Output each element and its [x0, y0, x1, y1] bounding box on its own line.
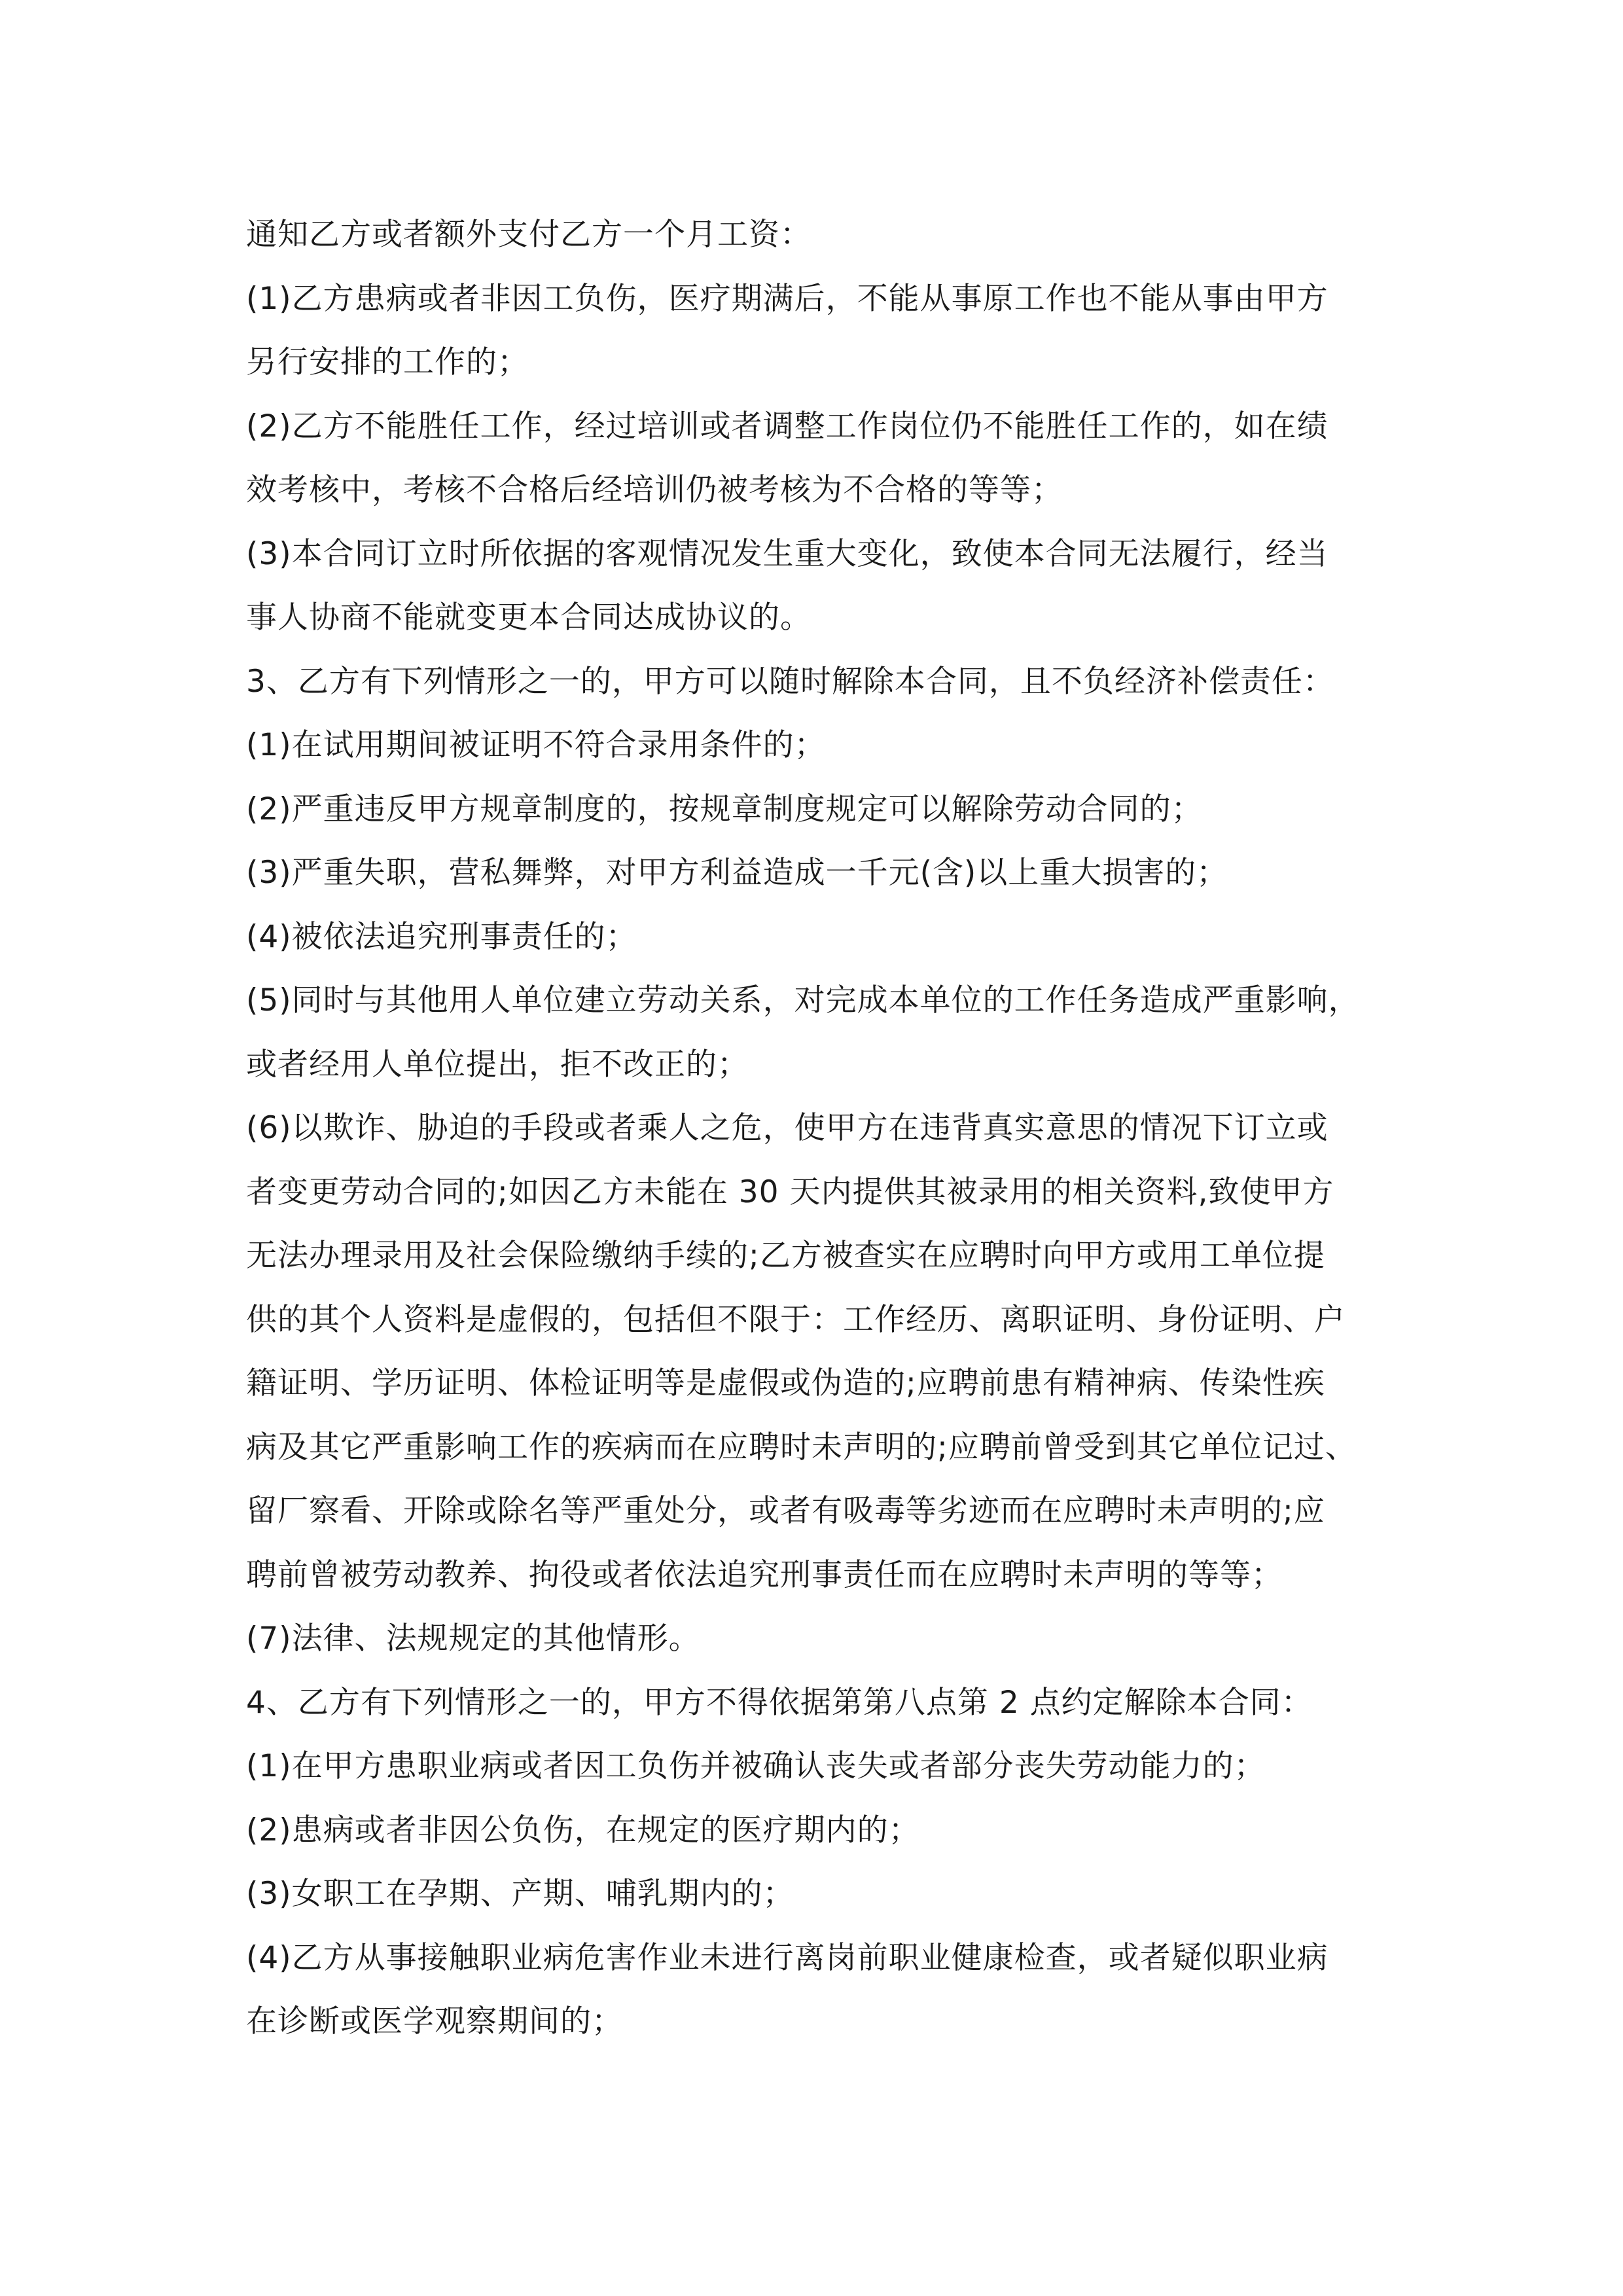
- text-line: 3、乙方有下列情形之一的，甲方可以随时解除本合同，且不负经济补偿责任：: [246, 663, 1334, 700]
- text-line: 供的其个人资料是虚假的，包括但不限于：工作经历、离职证明、身份证明、户: [246, 1301, 1346, 1338]
- text-line: 聘前曾被劳动教养、拘役或者依法追究刑事责任而在应聘时未声明的等等；: [246, 1556, 1283, 1593]
- text-line: (5)同时与其他用人单位建立劳动关系，对完成本单位的工作任务造成严重影响，: [246, 982, 1360, 1018]
- text-line: 在诊断或医学观察期间的；: [246, 2003, 623, 2039]
- text-line: 通知乙方或者额外支付乙方一个月工资：: [246, 217, 812, 253]
- text-line: 效考核中，考核不合格后经培训仍被考核为不合格的等等；: [246, 472, 1063, 508]
- text-line: (2)乙方不能胜任工作，经过培训或者调整工作岗位仍不能胜任工作的，如在绩: [246, 408, 1329, 444]
- text-line: (1)在甲方患职业病或者因工负伤并被确认丧失或者部分丧失劳动能力的；: [246, 1748, 1266, 1784]
- text-line: 病及其它严重影响工作的疾病而在应聘时未声明的;应聘前曾受到其它单位记过、: [246, 1429, 1357, 1465]
- text-line: (3)女职工在孕期、产期、哺乳期内的；: [246, 1876, 794, 1912]
- document-body: [246, 203, 1398, 2054]
- text-line: (3)严重失职，营私舞弊，对甲方利益造成一千元(含)以上重大损害的；: [246, 855, 1228, 891]
- text-line: (2)严重违反甲方规章制度的，按规章制度规定可以解除劳动合同的；: [246, 791, 1203, 827]
- text-line: 另行安排的工作的；: [246, 344, 529, 380]
- text-line: (7)法律、法规规定的其他情形。: [246, 1621, 700, 1657]
- text-line: (1)在试用期间被证明不符合录用条件的；: [246, 727, 826, 763]
- text-line: (6)以欺诈、胁迫的手段或者乘人之危，使甲方在违背真实意思的情况下订立或: [246, 1110, 1329, 1146]
- text-line: 或者经用人单位提出，拒不改正的；: [246, 1046, 749, 1083]
- text-line: (2)患病或者非因公负伤，在规定的医疗期内的；: [246, 1812, 920, 1848]
- text-line: (4)被依法追究刑事责任的；: [246, 918, 637, 955]
- text-line: 籍证明、学历证明、体检证明等是虚假或伪造的;应聘前患有精神病、传染性疾: [246, 1365, 1325, 1401]
- text-line: (4)乙方从事接触职业病危害作业未进行离岗前职业健康检查，或者疑似职业病: [246, 1939, 1329, 1976]
- text-line: 事人协商不能就变更本合同达成协议的。: [246, 600, 812, 636]
- text-line: 留厂察看、开除或除名等严重处分，或者有吸毒等劣迹而在应聘时未声明的;应: [246, 1493, 1325, 1529]
- text-line: 4、乙方有下列情形之一的，甲方不得依据第第八点第 2 点约定解除本合同：: [246, 1684, 1313, 1721]
- text-line: 无法办理录用及社会保险缴纳手续的;乙方被查实在应聘时向甲方或用工单位提: [246, 1238, 1325, 1274]
- text-line: (1)乙方患病或者非因工负伤，医疗期满后，不能从事原工作也不能从事由甲方: [246, 280, 1329, 317]
- text-line: (3)本合同订立时所依据的客观情况发生重大变化，致使本合同无法履行，经当: [246, 535, 1329, 572]
- text-line: 者变更劳动合同的;如因乙方未能在 30 天内提供其被录用的相关资料,致使甲方: [246, 1174, 1334, 1210]
